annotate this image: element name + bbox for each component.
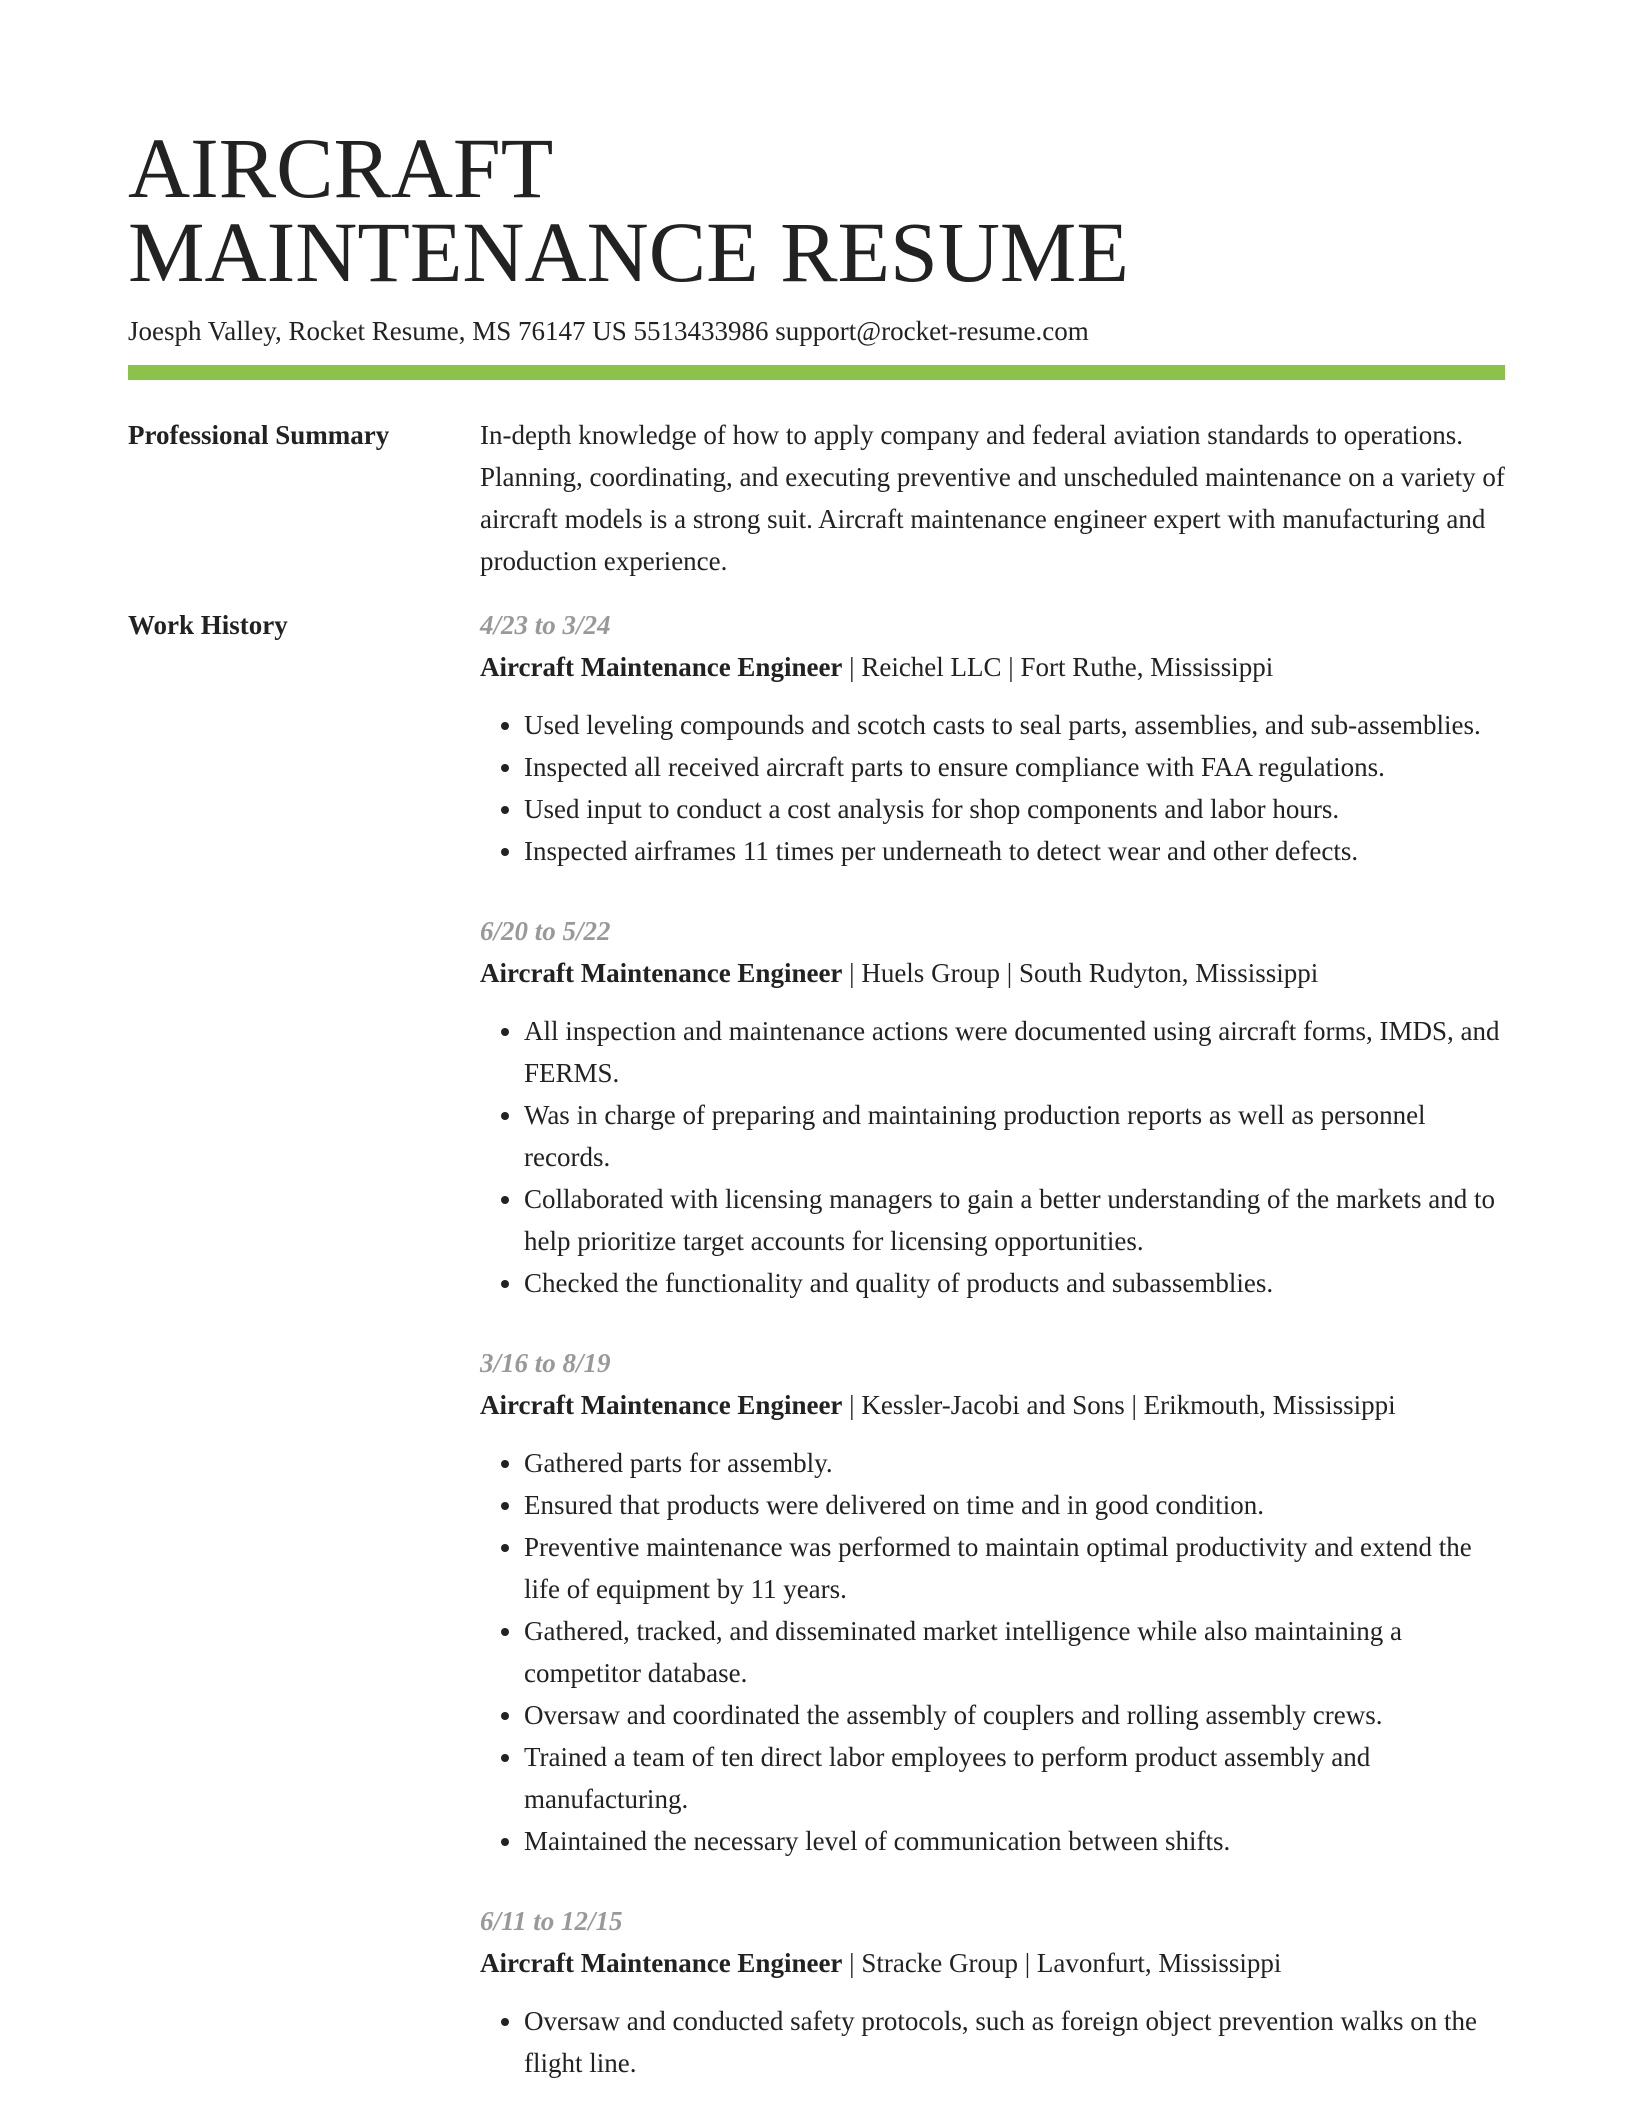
job-bullet: • Used input to conduct a cost analysis for shop components and labor hours. xyxy=(524,788,1505,830)
job-bullet: • Gathered, tracked, and disseminated market intelligence while also maintaining a competitor database. xyxy=(524,1610,1505,1694)
job-bullet: • Gathered parts for assembly. xyxy=(524,1442,1505,1484)
section-label-work: Work History xyxy=(128,610,288,640)
job-bullet: • Oversaw and conducted safety protocols, such as foreign object prevention walks on the flight line. xyxy=(524,2000,1505,2084)
job-bullets xyxy=(480,1442,1505,1862)
job-entry xyxy=(480,604,1505,872)
work-history-section xyxy=(128,604,1505,2122)
accent-divider xyxy=(128,365,1505,380)
job-details: | Huels Group | South Rudyton, Mississippi xyxy=(842,958,1319,988)
job-bullet: • Preventive maintenance was performed to maintain optimal productivity and extend the life of equipment by 11 years. xyxy=(524,1526,1505,1610)
resume-page xyxy=(128,0,1505,2122)
page-title xyxy=(128,0,1505,300)
summary-text: In-depth knowledge of how to apply company and federal aviation standards to operations. Planning, coordinating, and executing preventive and unscheduled maintenance on a variety of aircraft models is a strong suit. Aircraft maintenance engineer expert with manufacturing and production experience. xyxy=(480,420,1505,576)
title-line-1: AIRCRAFT xyxy=(128,120,554,216)
job-bullet: • Maintained the necessary level of communication between shifts. xyxy=(524,1820,1505,1862)
job-bullet: • Inspected all received aircraft parts to ensure compliance with FAA regulations. xyxy=(524,746,1505,788)
job-bullet: • Used leveling compounds and scotch casts to seal parts, assemblies, and sub-assemblies. xyxy=(524,704,1505,746)
job-details: | Reichel LLC | Fort Ruthe, Mississippi xyxy=(842,652,1274,682)
job-dates: 4/23 to 3/24 xyxy=(480,610,611,640)
job-bullet: • Oversaw and coordinated the assembly of couplers and rolling assembly crews. xyxy=(524,1694,1505,1736)
job-bullet: • Checked the functionality and quality of products and subassemblies. xyxy=(524,1262,1505,1304)
job-heading xyxy=(480,952,1505,994)
professional-summary-section xyxy=(128,414,1505,582)
job-bullets xyxy=(480,704,1505,872)
job-bullet: • Trained a team of ten direct labor employees to perform product assembly and manufacturing. xyxy=(524,1736,1505,1820)
job-bullet: • Inspected airframes 11 times per underneath to detect wear and other defects. xyxy=(524,830,1505,872)
job-dates: 3/16 to 8/19 xyxy=(480,1348,611,1378)
contact-line: Joesph Valley, Rocket Resume, MS 76147 US 5513433986 support@rocket-resume.com xyxy=(128,316,1089,346)
job-entry xyxy=(480,1342,1505,1862)
job-title: Aircraft Maintenance Engineer xyxy=(480,1948,843,1978)
job-entry xyxy=(480,910,1505,1304)
job-heading xyxy=(480,1384,1505,1426)
job-title: Aircraft Maintenance Engineer xyxy=(480,1390,843,1420)
job-title: Aircraft Maintenance Engineer xyxy=(480,652,843,682)
job-dates: 6/20 to 5/22 xyxy=(480,916,611,946)
job-heading xyxy=(480,1942,1505,1984)
job-bullet: • All inspection and maintenance actions were documented using aircraft forms, IMDS, and FERMS. xyxy=(524,1010,1505,1094)
section-label-summary: Professional Summary xyxy=(128,420,390,450)
job-bullets xyxy=(480,2000,1505,2084)
job-dates: 6/11 to 12/15 xyxy=(480,1906,623,1936)
job-bullet: • Ensured that products were delivered on time and in good condition. xyxy=(524,1484,1505,1526)
job-details: | Stracke Group | Lavonfurt, Mississippi xyxy=(842,1948,1282,1978)
job-bullets xyxy=(480,1010,1505,1304)
job-heading xyxy=(480,646,1505,688)
job-title: Aircraft Maintenance Engineer xyxy=(480,958,843,988)
title-line-2: MAINTENANCE RESUME xyxy=(128,204,1129,300)
job-details: | Kessler-Jacobi and Sons | Erikmouth, Mississippi xyxy=(842,1390,1396,1420)
job-bullet: • Collaborated with licensing managers to gain a better understanding of the markets and to help prioritize target accounts for licensing opportunities. xyxy=(524,1178,1505,1262)
job-bullet: • Was in charge of preparing and maintaining production reports as well as personnel records. xyxy=(524,1094,1505,1178)
job-entry xyxy=(480,1900,1505,2084)
work-history-list xyxy=(480,604,1505,2122)
